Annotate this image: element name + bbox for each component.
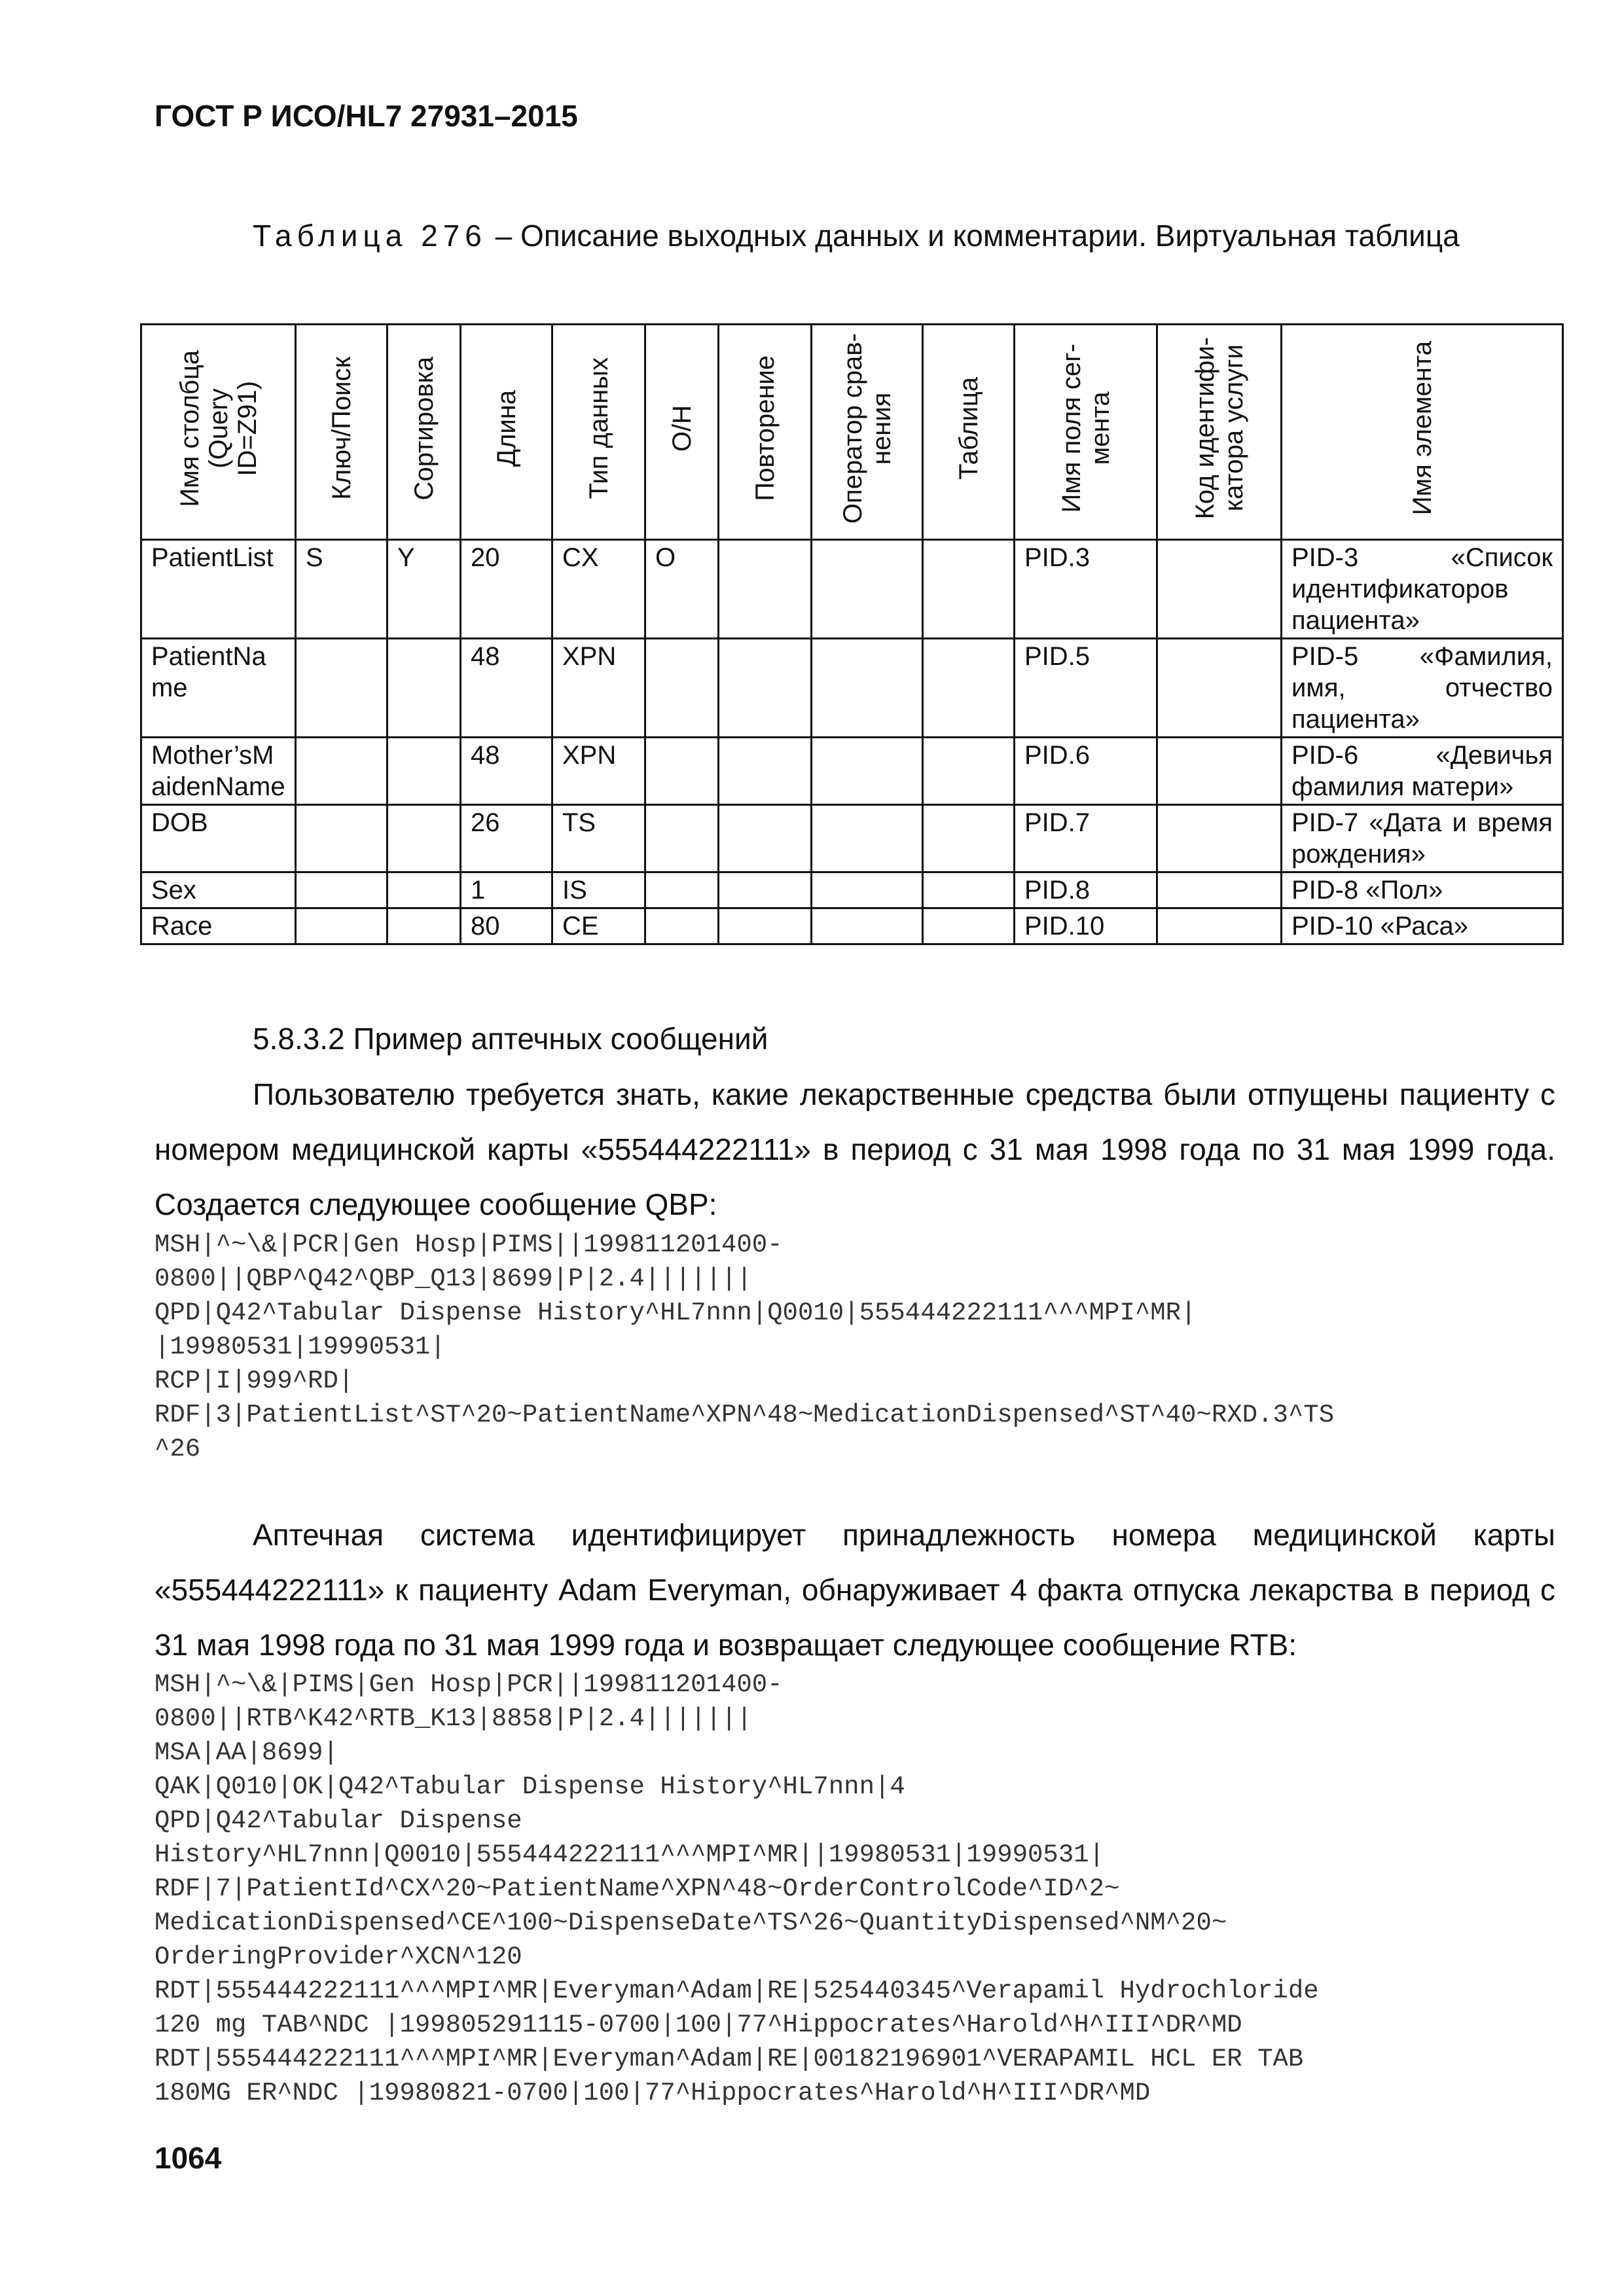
table-cell: [923, 805, 1015, 872]
table-cell: [1157, 738, 1282, 805]
table-row: [141, 738, 1563, 805]
table-cell: [812, 805, 923, 872]
table-cell: Race: [141, 908, 296, 944]
table-cell: 26: [461, 805, 552, 872]
table-cell: [1157, 908, 1282, 944]
table-cell: PID.7: [1015, 805, 1157, 872]
table-cell: PID-6 «Девичья фамилия матери»: [1282, 738, 1563, 805]
table-cell: [645, 738, 719, 805]
table-cell: PID.10: [1015, 908, 1157, 944]
table-caption-text: – Описание выходных данных и комментарии. Виртуальная таблица: [486, 219, 1460, 253]
table-cell: [812, 738, 923, 805]
column-header: Таблица: [923, 325, 1015, 540]
table-cell: [1157, 872, 1282, 908]
section-heading: 5.8.3.2 Пример аптечных сообщений: [253, 1022, 768, 1056]
table-cell: Mother’sMaidenName: [141, 738, 296, 805]
table-cell: [388, 639, 461, 738]
table-cell: PID-5 «Фамилия, имя, отчество пациента»: [1282, 639, 1563, 738]
column-header: Длина: [461, 325, 552, 540]
column-header: Оператор срав- нения: [812, 325, 923, 540]
table-cell: [388, 872, 461, 908]
table-cell: PID.8: [1015, 872, 1157, 908]
table-cell: 20: [461, 540, 552, 639]
table-cell: [923, 908, 1015, 944]
column-header: Ключ/Поиск: [296, 325, 388, 540]
table-cell: CE: [552, 908, 645, 944]
table-cell: PID-7 «Дата и время рождения»: [1282, 805, 1563, 872]
table-row: [141, 872, 1563, 908]
table-cell: [923, 639, 1015, 738]
table-cell: [645, 908, 719, 944]
table-cell: [812, 872, 923, 908]
table-cell: [1157, 805, 1282, 872]
table-caption: [154, 208, 1555, 263]
page-header: ГОСТ Р ИСО/HL7 27931–2015: [154, 99, 578, 133]
column-header: О/Н: [645, 325, 719, 540]
table-cell: IS: [552, 872, 645, 908]
table-cell: [296, 908, 388, 944]
table-cell: O: [645, 540, 719, 639]
table-cell: [645, 805, 719, 872]
table-cell: [296, 872, 388, 908]
table-row: [141, 540, 1563, 639]
table-cell: [719, 908, 812, 944]
table-cell: [645, 639, 719, 738]
table-cell: [812, 540, 923, 639]
qbp-message-code: MSH|^~\&|PCR|Gen Hosp|PIMS||199811201400- 0800||QBP^Q42^QBP_Q13|8699|P|2.4||||||| QPD|Q42^Tabular Dispense History^HL7nnn|Q0010|555444222111^^^MPI^MR| |19980531|19990531| RCP|I|999^RD| RDF|3|PatientList^ST^20~PatientName^XPN^48~MedicationDispensed^ST^40~RXD.3^TS ^26: [154, 1230, 1335, 1463]
column-header: Имя элемента: [1282, 325, 1563, 540]
column-header: Имя столбца (Query ID=Z91): [141, 325, 296, 540]
table-caption-label: Таблица 276: [253, 219, 487, 253]
table-row: [141, 908, 1563, 944]
table-cell: [719, 639, 812, 738]
table-cell: [388, 805, 461, 872]
table-cell: PID.5: [1015, 639, 1157, 738]
paragraph-qbp-intro: Пользователю требуется знать, какие лекарственные средства были отпущены пациенту с номером медицинской карты «555444222111» в период с 31 мая 1998 года по 31 мая 1999 года. Создается следующее сообщение QBP:: [154, 1077, 1555, 1221]
column-header: Повторение: [719, 325, 812, 540]
table-cell: PID-8 «Пол»: [1282, 872, 1563, 908]
column-header: Сортировка: [388, 325, 461, 540]
rtb-message-code: MSH|^~\&|PIMS|Gen Hosp|PCR||199811201400- 0800||RTB^K42^RTB_K13|8858|P|2.4||||||| MSA|AA|8699| QAK|Q010|OK|Q42^Tabular Dispense History^HL7nnn|4 QPD|Q42^Tabular Dispense History^HL7nnn|Q0010|555444222111^^^MPI^MR||19980531|19990531| RDF|7|PatientId^CX^20~PatientName^XPN^48~OrderControlCode^ID^2~ MedicationDispensed^CE^100~DispenseDate^TS^26~QuantityDispensed^NM^20~ OrderingProvider^XCN^120 RDT|555444222111^^^MPI^MR|Everyman^Adam|RE|525440345^Verapamil Hydrochloride 120 mg TAB^NDC |199805291115-0700|100|77^Hippocrates^Harold^H^III^DR^MD RDT|555444222111^^^MPI^MR|Everyman^Adam|RE|00182196901^VERAPAMIL HCL ER TAB 180MG ER^NDC |19980821-0700|100|77^Hippocrates^Harold^H^III^DR^MD: [154, 1670, 1319, 2108]
table-cell: S: [296, 540, 388, 639]
table-cell: [719, 872, 812, 908]
table-cell: PID-10 «Раса»: [1282, 908, 1563, 944]
table-cell: [296, 738, 388, 805]
table-cell: 80: [461, 908, 552, 944]
table-cell: [812, 908, 923, 944]
column-header: Имя поля сег- мента: [1015, 325, 1157, 540]
table-cell: 48: [461, 639, 552, 738]
column-header: Тип данных: [552, 325, 645, 540]
table-cell: [719, 805, 812, 872]
table-cell: [923, 738, 1015, 805]
table-cell: [923, 872, 1015, 908]
table-cell: XPN: [552, 639, 645, 738]
table-cell: [645, 872, 719, 908]
paragraph-rtb-intro: Аптечная система идентифицирует принадлежность номера медицинской карты «555444222111» к пациенту Adam Everyman, обнаруживает 4 факта отпуска лекарства в период с 31 мая 1998 года по 31 мая 1999 года и возвращает следующее сообщение RTB:: [154, 1518, 1555, 1662]
table-row: [141, 639, 1563, 738]
table-cell: TS: [552, 805, 645, 872]
table-cell: 1: [461, 872, 552, 908]
table-cell: Sex: [141, 872, 296, 908]
table-cell: PID-3 «Список идентификаторов пациента»: [1282, 540, 1563, 639]
table-cell: PatientName: [141, 639, 296, 738]
table-cell: [812, 639, 923, 738]
table-header-row: [141, 325, 1563, 540]
table-cell: [296, 805, 388, 872]
output-data-table: [140, 323, 1564, 945]
table-cell: [719, 738, 812, 805]
page-number: 1064: [154, 2141, 222, 2175]
table-cell: [719, 540, 812, 639]
table-cell: [388, 908, 461, 944]
table-cell: XPN: [552, 738, 645, 805]
table-cell: Y: [388, 540, 461, 639]
column-header: Код идентифи- катора услуги: [1157, 325, 1282, 540]
table-cell: 48: [461, 738, 552, 805]
table-cell: DOB: [141, 805, 296, 872]
table-cell: [1157, 540, 1282, 639]
table-cell: [1157, 639, 1282, 738]
table-cell: [296, 639, 388, 738]
table-cell: PID.3: [1015, 540, 1157, 639]
table-cell: [923, 540, 1015, 639]
table-row: [141, 805, 1563, 872]
table-cell: [388, 738, 461, 805]
table-cell: CX: [552, 540, 645, 639]
table-cell: PID.6: [1015, 738, 1157, 805]
table-cell: PatientList: [141, 540, 296, 639]
